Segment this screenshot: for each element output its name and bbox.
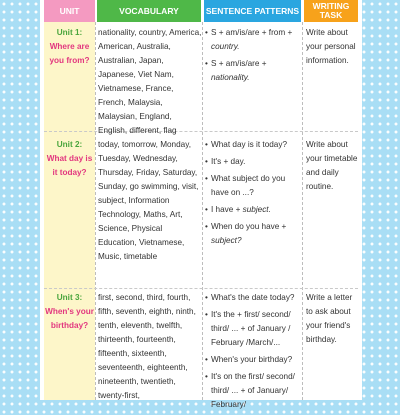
writing-task-cell: Write about your timetable and daily routine.: [306, 140, 358, 191]
header-unit: UNIT: [44, 0, 95, 22]
pattern-item: • It's on the first/ second/ third/ ... + of January/ February/: [205, 370, 301, 412]
patterns-cell: [205, 138, 301, 251]
header-sentence-patterns: SENTENCE PATTERNS: [204, 0, 301, 22]
pattern-item: • What day is it today?: [205, 138, 301, 152]
vocabulary-cell: first, second, third, fourth, fifth, seventh, eighth, ninth, tenth, eleventh, twelfth, thirteenth, fourteenth, fifteenth, sixteenth, seventeenth, eighteenth, nineteenth, twentieth, twenty-first,: [98, 293, 196, 400]
pattern-item: • What subject do you have on ...?: [205, 172, 301, 200]
patterns-cell: [205, 26, 301, 88]
unit-title: When's your birthday?: [45, 307, 94, 330]
pattern-item: • S + am/is/are + from + country.: [205, 26, 301, 54]
pattern-item: • I have + subject.: [205, 203, 301, 217]
table-row-unit-3: [44, 291, 95, 333]
pattern-item: • When do you have + subject?: [205, 220, 301, 248]
vocabulary-cell: nationality, country, America, American, Australia, Australian, Japan, Japanese, Viet Nam, Vietnamese, France, French, Malaysia, Malaysian, England, English, different, flag: [98, 28, 202, 135]
pattern-item: • It's + day.: [205, 155, 301, 169]
column-divider: [302, 22, 303, 400]
header-writing-task: WRITING TASK: [304, 0, 358, 22]
pattern-item: • It's the + first/ second/ third/ ... + of January / February /March/...: [205, 308, 301, 350]
patterns-cell: [205, 291, 301, 415]
unit-number: Unit 1:: [56, 28, 83, 37]
writing-task-cell: Write a letter to ask about your friend's birthday.: [306, 293, 353, 344]
pattern-item: • S + am/is/are + nationality.: [205, 57, 301, 85]
pattern-item: • When's your birthday?: [205, 353, 301, 367]
vocabulary-cell: today, tomorrow, Monday, Tuesday, Wednesday, Thursday, Friday, Saturday, Sunday, go swimming, visit, subject, Information Technology, Maths, Art, Science, Physical Education, Vietnamese, Music, timetable: [98, 140, 199, 261]
row-divider: [44, 288, 358, 289]
column-divider: [95, 22, 96, 400]
writing-task-cell: Write about your personal information.: [306, 28, 356, 65]
unit-title: What day is it today?: [46, 154, 93, 177]
unit-number: Unit 2:: [56, 140, 83, 149]
table-row-unit-2: [44, 138, 95, 180]
header-vocabulary: VOCABULARY: [97, 0, 201, 22]
unit-title: Where are you from?: [49, 42, 90, 65]
pattern-item: • What's the date today?: [205, 291, 301, 305]
table-row-unit-1: [44, 26, 95, 68]
unit-column: [44, 22, 95, 400]
unit-number: Unit 3:: [56, 293, 83, 302]
